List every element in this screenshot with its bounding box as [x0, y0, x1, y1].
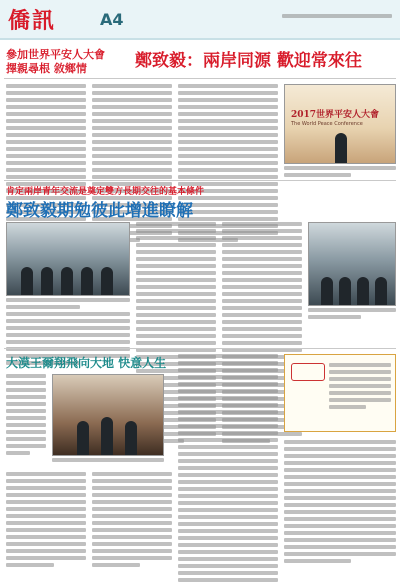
meeting-photo [308, 222, 396, 306]
top-rule [4, 78, 396, 79]
speaker-figure [335, 133, 347, 163]
section-subheadline: 肯定兩岸青年交流是奠定雙方長期交往的基本條件 [6, 187, 205, 197]
youth-group-photo [6, 222, 130, 296]
ad-logo [291, 363, 325, 381]
banner-caption [284, 166, 396, 177]
headline-left-sub: 擇親尋根 敘鄉情 [6, 62, 87, 75]
article-3-col-1 [6, 472, 86, 567]
article-3-col-2 [92, 472, 172, 567]
masthead [0, 0, 400, 40]
bottom-headline: 大漠王爾翔飛向大地 快意人生 [6, 356, 167, 370]
page-number: A4 [100, 10, 124, 29]
conference-banner-photo [284, 84, 396, 164]
lower-rule [4, 348, 396, 349]
article-4-col-1 [178, 354, 278, 584]
section-rule [4, 180, 396, 181]
masthead-date-placeholder [282, 14, 392, 18]
section-headline: 鄭致毅期勉彼此增進瞭解 [6, 201, 193, 221]
headline-right: 鄭致毅：兩岸同源 歡迎常來往 [135, 51, 362, 71]
article-1-col-3 [178, 84, 278, 242]
banner-event-title: 2017世界平安人大會 [291, 110, 380, 120]
headline-left: 參加世界平安人大會 [6, 48, 105, 61]
banner-event-subtitle: The World Peace Conference [291, 121, 363, 127]
masthead-logo: 僑訊 [8, 8, 57, 34]
bottom-feature-photo [52, 374, 164, 456]
bottom-photo-caption [52, 458, 164, 462]
youth-photo-caption [6, 298, 130, 309]
meeting-photo-caption [308, 308, 396, 319]
article-4-col-2 [284, 440, 396, 563]
bottom-left-col [6, 374, 46, 455]
advertisement-box [284, 354, 396, 432]
